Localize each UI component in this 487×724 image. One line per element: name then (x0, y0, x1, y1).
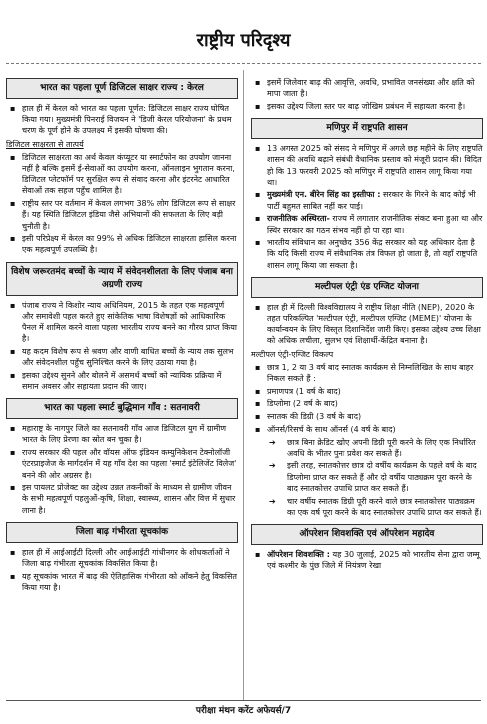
list-item (251, 213, 483, 235)
arrow-item: ➔ इसी तरह, स्नातकोत्तर छात्र दो वर्षीय कार्यक्रम के पहले वर्ष के बाद डिप्लोमा प्राप्त कर सकते हैं और दो वर्षीय पाठ्यक्रम पूरा करने के बाद स्नातकोत्तर उपाधि प्राप्त कर सकते हैं। (251, 460, 483, 494)
column-divider (243, 70, 244, 700)
operations-list (251, 549, 483, 571)
list-item: ▪ प्रमाणपत्र (1 वर्ष के बाद) (251, 386, 483, 397)
bold-lead: राजनीतिक अस्थिरता- (267, 214, 330, 224)
arrow-item: ➔ चार वर्षीय स्नातक डिग्री पूरी करने वाले छात्र स्नातकोत्तर पाठ्यक्रम का एक वर्ष पूरा करने के बाद स्नातकोत्तर उपाधि प्राप्त कर सकते हैं। (251, 496, 483, 518)
flood-cont-list (251, 77, 483, 112)
top-divider (6, 63, 481, 64)
list-item: ▪ भारतीय संविधान का अनुच्छेद 356 केंद्र सरकार को यह अधिकार देता है कि यदि किसी राज्य में संवैधानिक तंत्र विफल हो जाता है, तो वहाँ राष्ट्रपति शासन लागू किया जा सकता है। (251, 237, 483, 271)
footer-divider (6, 700, 481, 701)
item-text: यह 30 जुलाई, 2025 को भारतीय सेना द्वारा जम्मू एवं कश्मीर के पुंछ जिले में नियंत्रण रेखा (267, 550, 480, 571)
section-heading-smart-village: भारत का पहला स्मार्ट बुद्धिमान गाँव : सतनावरी (6, 398, 238, 419)
arrow-list (251, 437, 483, 518)
list-item: ▪ महाराष्ट्र के नागपुर जिले का सतनावरी गाँव आज डिजिटल युग में ग्रामीण भारत के लिए प्रेरणा का स्रोत बन चुका है। (6, 423, 238, 445)
list-item (251, 549, 483, 571)
multiple-list (251, 302, 483, 347)
section-heading-flood-index: जिला बाढ़ गंभीरता सूचकांक (6, 522, 238, 543)
section-heading-kerala: भारत का पहला पूर्ण डिजिटल साक्षर राज्य : केरल (6, 78, 238, 99)
list-item: ▪ यह सूचकांक भारत में बाढ़ की ऐतिहासिक गंभीरता को आँकने हेतु विकसित किया गया है। (6, 571, 238, 593)
item-text: सरकार के गिरने के बाद कोई भी पार्टी बहुमत साबित नहीं कर पाई। (267, 190, 476, 211)
village-list (6, 423, 238, 516)
list-item: ▪ इसमें जिलेवार बाढ़ की आवृत्ति, अवधि, प्रभावित जनसंख्या और क्षति को मापा जाता है। (251, 77, 483, 99)
list-item: ▪ हाल ही में केरल को भारत का पहला पूर्णत: डिजिटल साक्षर राज्य घोषित किया गया। मुख्यमंत्री पिनराई विजयन ने 'डिजी केरल परियोजना' के प्रथम चरण के पूर्ण होने के उपलक्ष्य में इसकी घोषणा की। (6, 103, 238, 137)
punjab-list (6, 300, 238, 393)
section-heading-operations: ऑपरेशन शिवशक्ति एवं ऑपरेशन महादेव (251, 524, 483, 545)
flood-list (6, 547, 238, 593)
list-item: ▪ राज्य सरकार की पहल और वॉयस ऑफ इंडियन कम्युनिकेशन टेक्नोलॉजी एंटरप्राइजेज के मार्गदर्शन में यह गाँव देश का पहला 'स्मार्ट इंटेलिजेंट विलेज' बनने की ओर अग्रसर है। (6, 447, 238, 481)
list-item: ▪ हाल ही में आईआईटी दिल्ली और आईआईटी गांधीनगर के शोधकर्ताओं ने जिला बाढ़ गंभीरता सूचकांक विकसित किया है। (6, 547, 238, 569)
subheading-options: मल्टीपल एंट्री-एग्जिट विकल्प (251, 349, 334, 359)
left-column (6, 72, 238, 595)
kerala-list (6, 103, 238, 137)
list-item: ▪ हाल ही में दिल्ली विश्वविद्यालय ने राष्ट्रीय शिक्षा नीति (NEP), 2020 के तहत परिकल्पित 'मल्टीपल एंट्री, मल्टीपल एग्जिट (MEME)' योजना के कार्यान्वयन के लिए विस्तृत दिशानिर्देश जारी किए। इसका उद्देश्य उच्च शिक्षा को अधिक लचीला, सुलभ एवं शिक्षार्थी-केंद्रित बनाना है। (251, 302, 483, 347)
list-item: ▪ यह कदम विशेष रूप से श्रवण और वाणी बाधित बच्चों के न्याय तक सुलभ और संवेदनशील पहुँच सुनिश्चित करने के लिए उठाया गया है। (6, 346, 238, 368)
list-item: ▪ राष्ट्रीय स्तर पर वर्तमान में केवल लगभग 38% लोग डिजिटल रूप से साक्षर हैं। यह स्थिति डिजिटल इंडिया जैसे अभियानों की सफलता के लिए बड़ी चुनौती है। (6, 198, 238, 232)
list-item: ▪ ऑनर्स/रिसर्च के साथ ऑनर्स (4 वर्ष के बाद) (251, 424, 483, 435)
page-footer: परीक्षा मंथन करेंट अफेयर्स/7 (195, 706, 292, 716)
list-item: ▪ स्नातक की डिग्री (3 वर्ष के बाद) (251, 411, 483, 422)
section-heading-multiple-entry: मल्टीपल एंट्री एंड एग्जिट योजना (251, 277, 483, 298)
list-item: ▪ इसी परिप्रेक्ष्य में केरल का 99% से अधिक डिजिटल साक्षरता हासिल करना एक महत्वपूर्ण उपलब्धि है। (6, 233, 238, 255)
list-item: ▪ डिजिटल साक्षरता का अर्थ केवल कंप्यूटर या स्मार्टफोन का उपयोग जानना नहीं है बल्कि इसमें ई-सेवाओं का उपयोग करना, ऑनलाइन भुगतान करना, डिजिटल प्लेटफॉर्म पर सुरक्षित रूप से संवाद करना और इंटरनेट आधारित सेवाओं तक सहज पहुँच शामिल है। (6, 152, 238, 197)
multiple-list-2 (251, 362, 483, 435)
manipur-list (251, 143, 483, 271)
page-title: राष्ट्रीय परिदृश्य (196, 30, 291, 51)
list-item: ▪ पंजाब राज्य ने किशोर न्याय अधिनियम, 2015 के तहत एक महत्वपूर्ण और समावेशी पहल करते हुए सांकेतिक भाषा विशेषज्ञों को आधिकारिक पैनल में शामिल करने वाला पहला भारतीय राज्य बनने का गौरव प्राप्त किया है। (6, 300, 238, 345)
list-item: ▪ 13 अगस्त 2025 को संसद ने मणिपुर में अगले छह महीने के लिए राष्ट्रपति शासन की अवधि बढ़ाने संबंधी वैधानिक प्रस्ताव को मंजूरी प्रदान की। विदित हो कि 13 फरवरी 2025 को मणिपुर में राष्ट्रपति शासन लागू किया गया था। (251, 143, 483, 188)
section-heading-punjab: विशेष जरूरतमंद बच्चों के न्याय में संवेदनशीलता के लिए पंजाब बना अग्रणी राज्य (6, 262, 238, 296)
list-item (251, 189, 483, 211)
subheading-digital-literacy: डिजिटल साक्षरता से तात्पर्य (6, 139, 84, 149)
right-column (251, 77, 483, 573)
arrow-item: ➔ छात्र बिना क्रेडिट खोए अपनी डिग्री पूरी करने के लिए एक निर्धारित अवधि के भीतर पुनः प्रवेश कर सकते हैं। (251, 437, 483, 459)
item-text: राज्य में लगातार राजनीतिक संकट बना हुआ था और स्थिर सरकार का गठन संभव नहीं हो पा रहा था। (267, 214, 483, 235)
section-heading-manipur: मणिपुर में राष्ट्रपति शासन (251, 118, 483, 139)
list-item: ▪ इसका उद्देश्य सुनने और बोलने में असमर्थ बच्चों को न्यायिक प्रक्रिया में समान अवसर और सहायता प्रदान की जाए। (6, 370, 238, 392)
list-item: ▪ छात्र 1, 2 या 3 वर्ष बाद स्नातक कार्यक्रम से निम्नलिखित के साथ बाहर निकल सकते हैं : (251, 362, 483, 384)
bold-lead: मुख्यमंत्री एन. बीरेन सिंह का इस्तीफा : (267, 190, 381, 200)
list-item: ▪ इसका उद्देश्य जिला स्तर पर बाढ़ जोखिम प्रबंधन में सहायता करना है। (251, 101, 483, 112)
list-item: ▪ इस पायलट प्रोजेक्ट का उद्देश्य उन्नत तकनीकों के माध्यम से ग्रामीण जीवन के सभी महत्वपूर्ण पहलुओं-कृषि, शिक्षा, स्वास्थ्य, शासन और वित्त में सुधार लाना है। (6, 482, 238, 516)
list-item: ▪ डिप्लोमा (2 वर्ष के बाद) (251, 398, 483, 409)
bold-lead: ऑपरेशन शिवशक्ति : (267, 550, 330, 559)
kerala-list-2 (6, 152, 238, 256)
